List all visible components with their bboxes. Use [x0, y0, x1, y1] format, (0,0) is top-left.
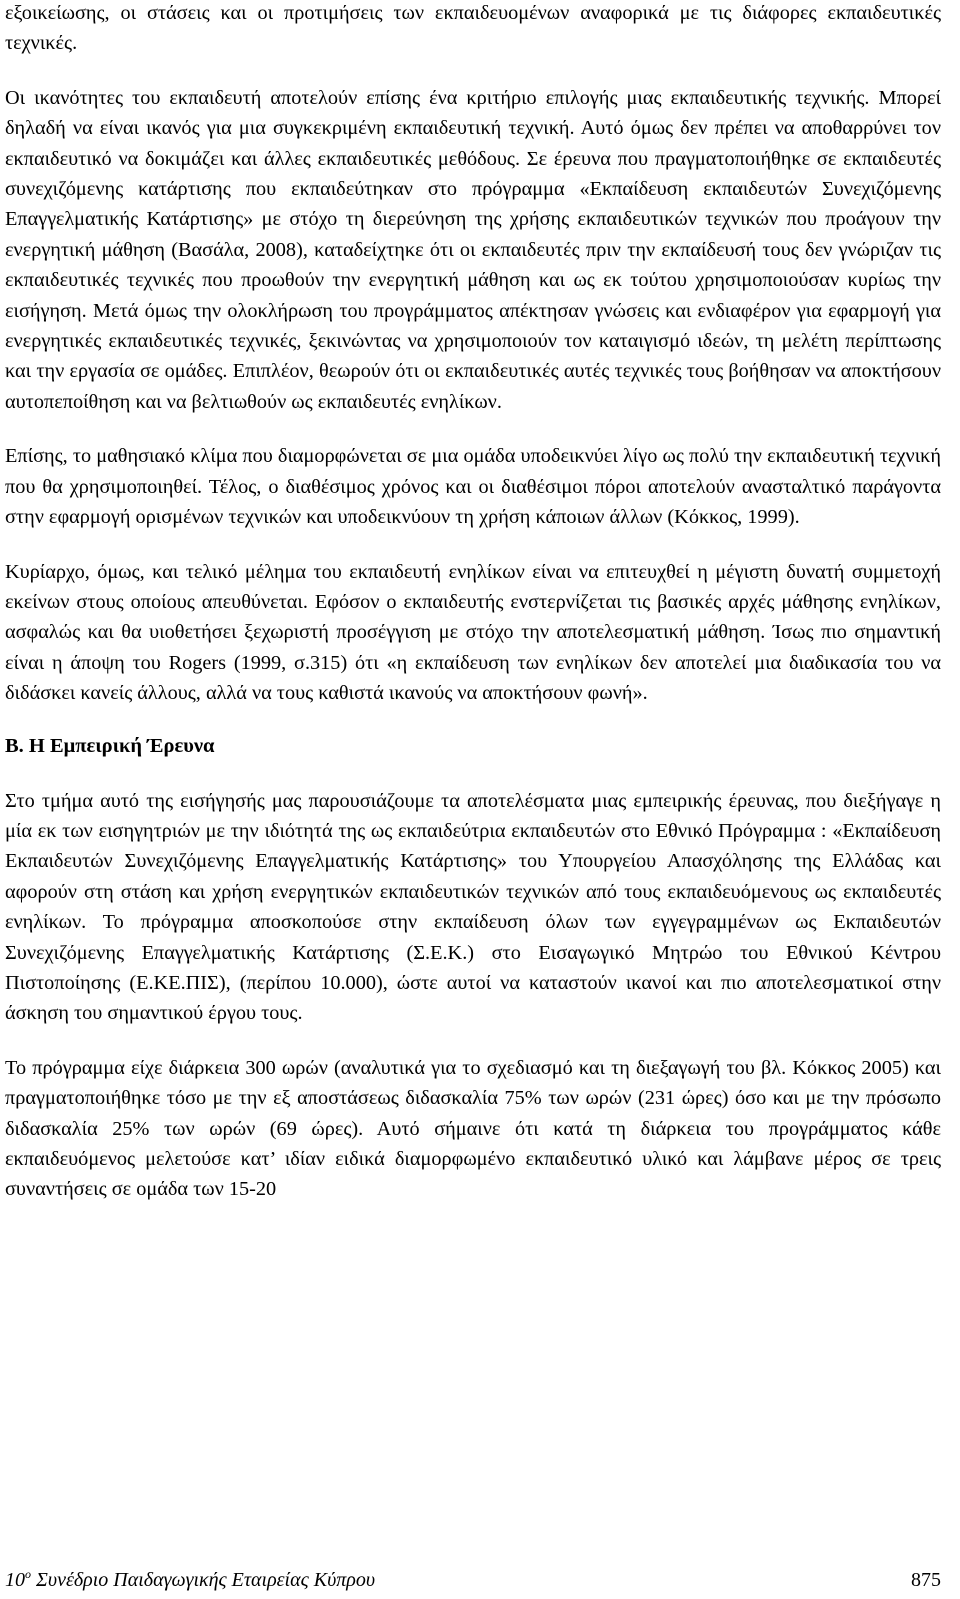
paragraph-empirical-research: Στο τμήμα αυτό της εισήγησής μας παρουσιάζουμε τα αποτελέσματα μιας εμπειρικής έρευνας, που διεξήγαγε η μία εκ των εισηγητριών με την ιδιότητά της ως εκπαιδεύτρια εκπαιδευτών στο Εθνικό Πρόγραμμα : «Εκπαίδευση Εκπαιδευτών Συνεχιζόμενης Επαγγελματικής Κατάρτισης» του Υπουργείου Απασχόλησης της Ελλάδας και αφορούν στη στάση και χρήση ενεργητικών εκπαιδευτικών τεχνικών από τους εκπαιδευόμενους ως εκπαιδευτές ενηλίκων. Το πρόγραμμα αποσκοπούσε στην εκπαίδευση όλων των εγγεγραμμένων ως Εκπαιδευτών Συνεχιζόμενης Επαγγελματικής Κατάρτισης (Σ.Ε.Κ.) στο Εισαγωγικό Μητρώο του Εθνικού Κέντρου Πιστοποίησης (Ε.ΚΕ.ΠΙΣ), (περίπου 10.000), ώστε αυτοί να καταστούν ικανοί και πιο αποτελεσματικοί στην άσκηση του σημαντικού έργου τους.	[5, 789, 941, 1025]
footer-conference-ordinal: ο	[25, 1567, 31, 1581]
paragraph-continuation: εξοικείωσης, οι στάσεις και οι προτιμήσεις των εκπαιδευομένων αναφορικά με τις διάφορες εκπαιδευτικές τεχνικές.	[5, 2, 941, 55]
page-footer	[5, 1566, 941, 1594]
paragraph-participation: Κυρίαρχο, όμως, και τελικό μέλημα του εκπαιδευτή ενηλίκων είναι να επιτευχθεί η μέγιστη δυνατή συμμετοχή εκείνων στους οποίους απευθύνεται. Εφόσον ο εκπαιδευτής ενστερνίζεται τις βασικές αρχές μάθησης ενηλίκων, ασφαλώς και θα υιοθετήσει ξεχωριστή προσέγγιση με στόχο την αποτελεσματική μάθηση. Ίσως πιο σημαντική είναι η άποψη του Rogers (1999, σ.315) ότι «η εκπαίδευση των ενηλίκων δεν αποτελεί μια διαδικασία του να διδάσκει κανείς άλλους, αλλά να τους καθιστά ικανούς να αποκτήσουν φωνή».	[5, 560, 941, 705]
page-number: 875	[911, 1569, 941, 1591]
document-page	[5, 0, 941, 1599]
footer-conference-number: 10	[5, 1569, 25, 1591]
document-body	[5, 0, 941, 1229]
footer-conference-title	[5, 1566, 375, 1594]
paragraph-trainer-abilities: Οι ικανότητες του εκπαιδευτή αποτελούν επίσης ένα κριτήριο επιλογής μιας εκπαιδευτικής τεχνικής. Μπορεί δηλαδή να είναι ικανός για μια συγκεκριμένη εκπαιδευτική τεχνική. Αυτό όμως δεν πρέπει να αποθαρρύνει τον εκπαιδευτικό να δοκιμάζει και άλλες εκπαιδευτικές μεθόδους. Σε έρευνα που πραγματοποιήθηκε σε εκπαιδευτές συνεχιζόμενης κατάρτισης που εκπαιδεύτηκαν στο πρόγραμμα «Εκπαίδευση εκπαιδευτών Συνεχιζόμενης Επαγγελματικής Κατάρτισης» με στόχο τη διερεύνηση της χρήσης εκπαιδευτικών τεχνικών που προάγουν την ενεργητική μάθηση (Βασάλα, 2008), καταδείχτηκε ότι οι εκπαιδευτές πριν την εκπαίδευσή τους δεν γνώριζαν τις εκπαιδευτικές τεχνικές που προωθούν την ενεργητική μάθηση και ως εκ τούτου χρησιμοποιούσαν κυρίως την εισήγηση. Μετά όμως την ολοκλήρωση του προγράμματος απέκτησαν γνώσεις και ενδιαφέρον για εφαρμογή για ενεργητικές εκπαιδευτικές τεχνικές, ξεκινώντας να χρησιμοποιούν τον καταιγισμό ιδεών, τη μελέτη περίπτωσης και την εργασία σε ομάδες. Επιπλέον, θεωρούν ότι οι εκπαιδευτικές αυτές τεχνικές τους βοήθησαν να αποκτήσουν αυτοπεποίθηση και να βελτιωθούν ως εκπαιδευτές ενηλίκων.	[5, 86, 941, 413]
paragraph-program-duration: Το πρόγραμμα είχε διάρκεια 300 ωρών (αναλυτικά για το σχεδιασμό και τη διεξαγωγή του βλ. Κόκκος 2005) και πραγματοποιήθηκε τόσο με την εξ αποστάσεως διδασκαλία 75% των ωρών (231 ώρες) όσο και με την πρόσωπο διδασκαλία 25% των ωρών (69 ώρες). Αυτό σήμαινε ότι κατά τη διάρκεια του προγράμματος κάθε εκπαιδευόμενος μελετούσε κατ’ ιδίαν ειδικά διαμορφωμένο εκπαιδευτικό υλικό και λάμβανε μέρος σε τρεις συναντήσεις σε ομάδα των 15-20	[5, 1056, 941, 1201]
footer-conference-name: Συνέδριο Παιδαγωγικής Εταιρείας Κύπρου	[36, 1569, 376, 1591]
section-heading: Β. Η Εμπειρική Έρευνα	[5, 734, 215, 757]
paragraph-learning-climate: Επίσης, το μαθησιακό κλίμα που διαμορφώνεται σε μια ομάδα υποδεικνύει λίγο ως πολύ την εκπαιδευτική τεχνική που θα χρησιμοποιηθεί. Τέλος, ο διαθέσιμος χρόνος και οι διαθέσιμοι πόροι αποτελούν ανασταλτικό παράγοντα στην εφαρμογή ορισμένων τεχνικών και υποδεικνύουν τη χρήση κάποιων άλλων (Κόκκος, 1999).	[5, 445, 941, 529]
